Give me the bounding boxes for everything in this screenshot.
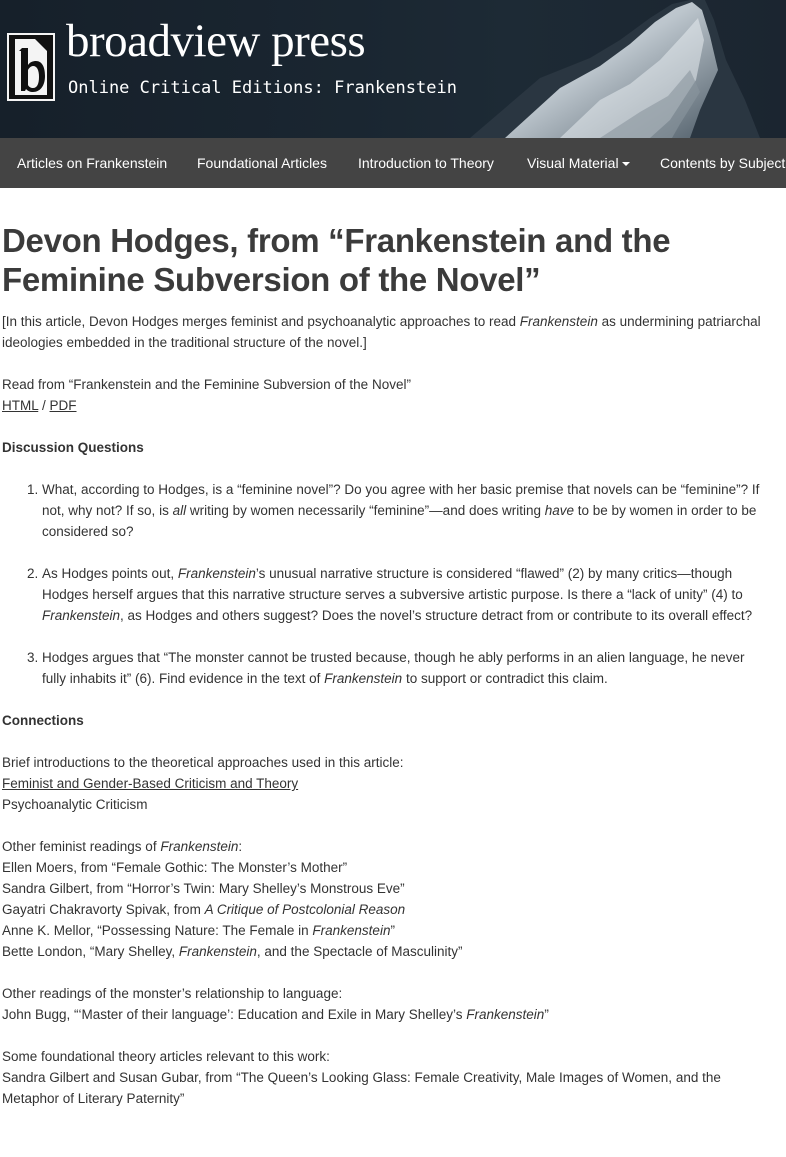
intro-italic: Frankenstein: [160, 839, 239, 854]
download-links: [2, 395, 762, 416]
read-from-text: Read from “Frankenstein and the Feminine Subversion of the Novel”: [2, 377, 411, 392]
language-readings-intro: Other readings of the monster’s relationship to language:: [2, 986, 343, 1001]
article-content: [2, 188, 762, 1109]
nav-visual-material-dropdown[interactable]: [527, 138, 630, 188]
discussion-questions-list: [2, 479, 762, 689]
feminist-reading: [2, 941, 762, 962]
question-text: , as Hodges and others suggest? Does the novel’s structure detract from or contribute to its overall effect?: [120, 608, 753, 623]
intro-text: as undermining patriarchal ideologies embedded in the traditional structure of the novel.]: [2, 314, 761, 350]
question-text: Hodges argues that “The monster cannot be trusted because, though he ably performs in an alien language, he never fully inhabits it” (6). Find evidence in the text of: [42, 650, 745, 686]
question-text: ’s unusual narrative structure is considered “flawed” (2) by many critics—though Hodges herself argues that this narrative structure serves a subversive artistic purpose. Is there a “lack of unity” (4) to: [42, 566, 743, 602]
feminist-readings-intro: [2, 836, 762, 857]
theory-intro: Brief introductions to the theoretical approaches used in this article:: [2, 755, 404, 770]
brand-subtitle: Online Critical Editions: Frankenstein: [68, 78, 457, 98]
nav-contents-by-subject[interactable]: [660, 138, 785, 188]
feminist-reading: [2, 920, 762, 941]
question-italic: Frankenstein: [177, 566, 256, 581]
page-title: Devon Hodges, from “Frankenstein and the Feminine Subversion of the Novel”: [2, 222, 671, 298]
caret-down-icon: [622, 162, 630, 166]
question-item: [42, 563, 762, 626]
question-italic: Frankenstein: [42, 608, 121, 623]
reading-text: Ellen Moers, from “Female Gothic: The Monster’s Mother”: [2, 860, 348, 875]
reading-italic: Frankenstein: [178, 944, 257, 959]
reading-text: Bette London, “Mary Shelley,: [2, 944, 179, 959]
foundational-articles-intro: Some foundational theory articles relevant to this work:: [2, 1049, 330, 1064]
language-reading: [2, 1004, 762, 1025]
reading-italic: Frankenstein: [466, 1007, 545, 1022]
nav-foundational-articles[interactable]: [197, 138, 327, 188]
logo-b-icon: [9, 35, 53, 99]
nav-label: Foundational Articles: [197, 155, 327, 171]
link-separator: /: [38, 398, 50, 413]
reading-text: ”: [544, 1007, 549, 1022]
nav-label: Contents by Subject: [660, 155, 786, 171]
connections-heading: Connections: [2, 713, 84, 728]
reading-text: , and the Spectacle of Masculinity”: [256, 944, 463, 959]
question-italic: all: [172, 503, 187, 518]
broadview-logo[interactable]: [7, 33, 55, 101]
html-link[interactable]: HTML: [2, 398, 39, 413]
feminist-reading: [2, 857, 762, 878]
nav-label: Introduction to Theory: [358, 155, 494, 171]
pdf-link[interactable]: PDF: [49, 398, 77, 413]
feminist-criticism-link[interactable]: Feminist and Gender-Based Criticism and Theory: [2, 776, 299, 791]
brand-title[interactable]: broadview press: [66, 15, 366, 67]
question-item: [42, 479, 762, 542]
intro-text: :: [238, 839, 243, 854]
feminist-reading: [2, 899, 762, 920]
main-navbar: [0, 138, 786, 188]
foundational-reading: Sandra Gilbert and Susan Gubar, from “The Queen’s Looking Glass: Female Creativity, Male Images of Women, and the Metaphor of Literary Paternity”: [2, 1070, 721, 1106]
question-text: to be by women in order to be considered so?: [42, 503, 757, 539]
theory-links: [2, 773, 762, 794]
reading-italic: Frankenstein: [312, 923, 391, 938]
reading-text: Gayatri Chakravorty Spivak, from: [2, 902, 205, 917]
feminist-reading: [2, 878, 762, 899]
question-item: [42, 647, 762, 689]
intro-italic: Frankenstein: [519, 314, 598, 329]
nav-label: Articles on Frankenstein: [17, 155, 168, 171]
question-text: As Hodges points out,: [42, 566, 178, 581]
question-text: to support or contradict this claim.: [402, 671, 608, 686]
question-italic: Frankenstein: [324, 671, 403, 686]
psychoanalytic-criticism-text: Psychoanalytic Criticism: [2, 797, 148, 812]
article-intro: [2, 311, 762, 353]
nav-label: Visual Material: [527, 155, 619, 171]
reading-text: Anne K. Mellor, “Possessing Nature: The Female in: [2, 923, 313, 938]
reading-text: John Bugg, “‘Master of their language’: Education and Exile in Mary Shelley’s: [2, 1007, 467, 1022]
intro-text: [In this article, Devon Hodges merges feminist and psychoanalytic approaches to read: [2, 314, 520, 329]
intro-text: Other feminist readings of: [2, 839, 161, 854]
question-italic: have: [544, 503, 575, 518]
nav-articles-on-frankenstein[interactable]: [17, 138, 167, 188]
discussion-heading: Discussion Questions: [2, 440, 144, 455]
question-text: What, according to Hodges, is a “feminine novel”? Do you agree with her basic premise that novels can be “feminine”? If not, why not? If so, is: [42, 482, 760, 518]
reading-italic: A Critique of Postcolonial Reason: [204, 902, 406, 917]
question-text: writing by women necessarily “feminine”—and does writing: [186, 503, 545, 518]
reading-text: Sandra Gilbert, from “Horror’s Twin: Mary Shelley’s Monstrous Eve”: [2, 881, 405, 896]
reading-text: ”: [390, 923, 395, 938]
nav-introduction-to-theory[interactable]: [358, 138, 494, 188]
site-header: [0, 0, 786, 138]
